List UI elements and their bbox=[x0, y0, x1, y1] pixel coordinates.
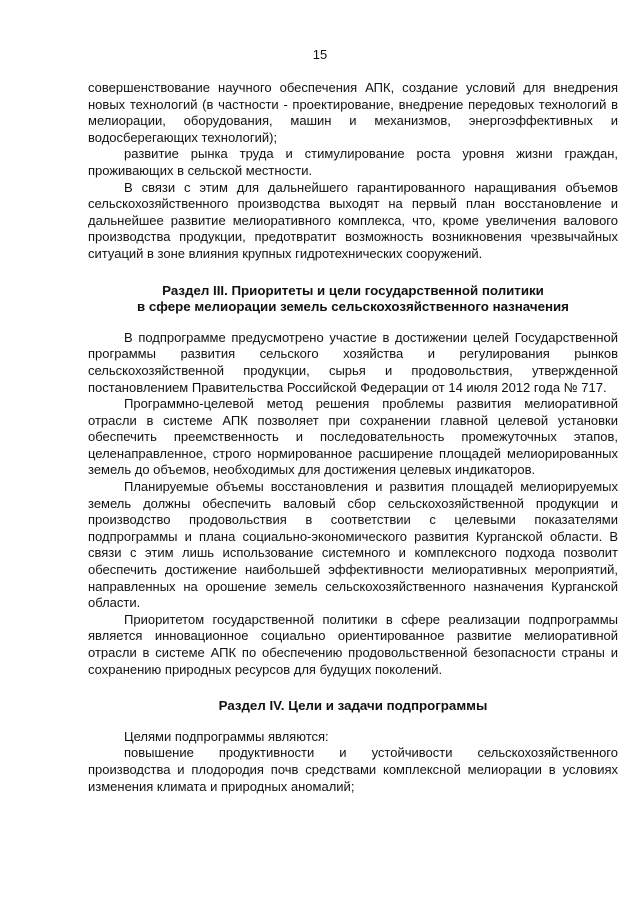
paragraph: В связи с этим для дальнейшего гарантированного наращивания объемов сельскохозяйственного производства выходят на первый план восстановление и дальнейшее развитие мелиоративного комплекса, что, кроме увеличения валового производства продукции, предотвратит возможность возникновения чрезвычайных ситуаций в зоне влияния крупных гидротехнических сооружений. bbox=[88, 179, 618, 261]
paragraph: Приоритетом государственной политики в сфере реализации подпрограммы является инновационное социально ориентированное развитие мелиоративной отрасли в системе АПК по обеспечению продовольственной безопасности страны и сохранению природных ресурсов для будущих поколений. bbox=[88, 611, 618, 677]
section-heading: Раздел III. Приоритеты и цели государственной политики bbox=[162, 282, 544, 298]
paragraph: Программно-целевой метод решения проблемы развития мелиоративной отрасли в системе АПК позволяет при сохранении главной целевой установки обеспечить преемственность и последовательность промежуточных этапов, целенаправленное, строго нормированное расширение площадей мелиорированных земель до объемов, необходимых для достижения целевых индикаторов. bbox=[88, 396, 618, 478]
paragraph: В подпрограмме предусмотрено участие в достижении целей Государственной программы развития сельского хозяйства и регулирования рынков сельскохозяйственной продукции, сырья и продовольствия, утвержденной постановлением Правительства Российской Федерации от 14 июля 2012 года № 717. bbox=[88, 329, 618, 395]
section-heading: Раздел IV. Цели и задачи подпрограммы bbox=[218, 698, 488, 714]
paragraph: Целями подпрограммы являются: bbox=[124, 728, 329, 744]
paragraph: Планируемые объемы восстановления и развития площадей мелиорируемых земель должны обеспечить валовый сбор сельскохозяйственной продукции и производство продовольствия в соответствии с целевыми показателями подпрограммы и плана социально-экономического развития Курганской области. В связи с этим лишь использование системного и комплексного подхода позволит обеспечить достижение наибольшей эффективности мелиоративных мероприятий, направленных на орошение земель сельскохозяйственного назначения Курганской области. bbox=[88, 479, 618, 611]
paragraph: совершенствование научного обеспечения АПК, создание условий для внедрения новых технологий (в частности - проектирование, внедрение передовых технологий в мелиорации, оборудования, машин и механизмов, энергоэффективных и водосберегающих технологий); bbox=[88, 80, 618, 145]
page-number: 15 bbox=[312, 47, 328, 62]
section-heading: в сфере мелиорации земель сельскохозяйственного назначения bbox=[137, 299, 569, 315]
paragraph: повышение продуктивности и устойчивости сельскохозяйственного производства и плодородия почв средствами комплексной мелиорации в условиях изменения климата и природных аномалий; bbox=[88, 745, 618, 794]
page-content bbox=[88, 80, 618, 795]
paragraph: развитие рынка труда и стимулирование роста уровня жизни граждан, проживающих в сельской местности. bbox=[88, 146, 618, 178]
